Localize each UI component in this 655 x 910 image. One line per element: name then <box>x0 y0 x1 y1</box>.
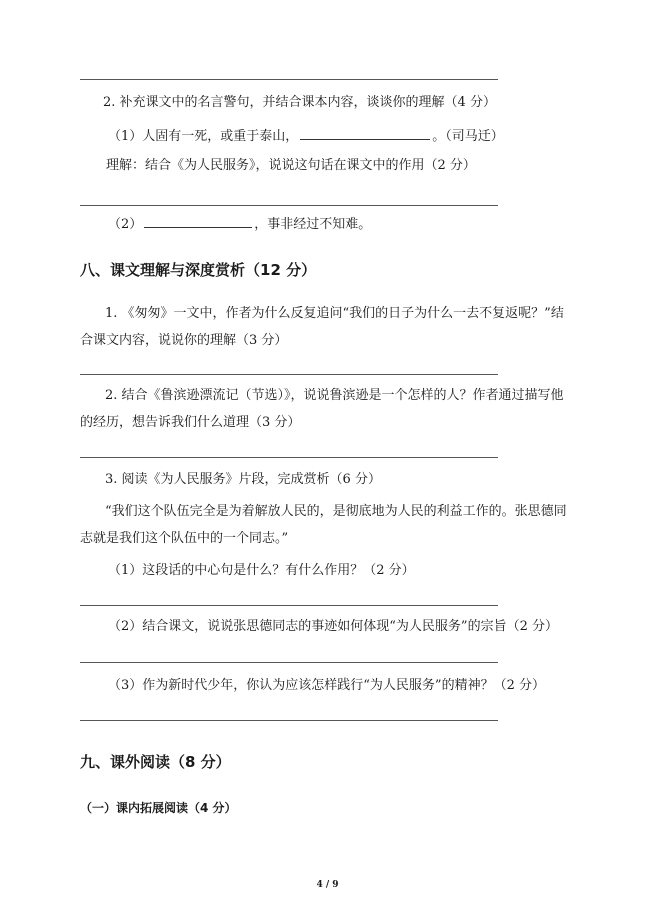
section-9-heading: 九、课外阅读（8 分） <box>80 753 231 771</box>
question-8-1-line-1: 1. 《匆匆》一文中，作者为什么反复追问“我们的日子为什么一去不复返呢？”结 <box>105 306 564 321</box>
question-8-3-title: 3. 阅读《为人民服务》片段，完成赏析（6 分） <box>105 472 381 487</box>
question-7-2-title: 2. 补充课文中的名言警句，并结合课本内容，谈谈你的理解（4 分） <box>103 95 496 110</box>
question-8-2-line-1: 2. 结合《鲁滨逊漂流记（节选）》，说说鲁滨逊是一个怎样的人？作者通过描写他 <box>105 388 564 403</box>
answer-line <box>80 605 498 606</box>
item-2-prefix: （2） <box>108 217 143 232</box>
page-number: 4 / 9 <box>316 880 339 890</box>
section-8-heading: 八、课文理解与深度赏析（12 分） <box>80 261 317 279</box>
fill-in-blank[interactable] <box>300 127 430 140</box>
answer-line <box>80 374 498 375</box>
item-1-suffix: 。（司马迁） <box>432 129 504 144</box>
question-8-1-line-2: 合课文内容，说说你的理解（3 分） <box>80 333 288 348</box>
answer-line <box>80 662 498 663</box>
question-7-2-item-1 <box>108 127 504 145</box>
question-7-2-item-2 <box>108 215 371 233</box>
answer-line <box>80 205 498 206</box>
quote-line-2: 志就是我们这个队伍中的一个同志。” <box>80 531 289 546</box>
answer-line <box>80 457 498 458</box>
question-8-3-sub-3: （3）作为新时代少年，你认为应该怎样践行“为人民服务”的精神？（2 分） <box>108 678 545 693</box>
quote-line-1: “我们这个队伍完全是为着解放人民的，是彻底地为人民的利益工作的。张思德同 <box>105 504 567 519</box>
question-7-2-understanding: 理解：结合《为人民服务》，说说这句话在课文中的作用（2 分） <box>106 158 476 173</box>
question-8-3-sub-1: （1）这段话的中心句是什么？有什么作用？（2 分） <box>108 563 415 578</box>
fill-in-blank[interactable] <box>144 215 252 228</box>
question-8-3-sub-2: （2）结合课文，说说张思德同志的事迹如何体现“为人民服务”的宗旨（2 分） <box>108 619 558 634</box>
answer-line <box>80 79 498 80</box>
item-2-suffix: ，事非经过不知难。 <box>254 217 372 232</box>
question-8-2-line-2: 的经历，想告诉我们什么道理（3 分） <box>80 415 301 430</box>
section-9-sub-heading: （一）课内拓展阅读（4 分） <box>80 801 237 815</box>
item-1-prefix: （1）人固有一死，或重于泰山， <box>108 129 299 144</box>
answer-line <box>80 720 498 721</box>
